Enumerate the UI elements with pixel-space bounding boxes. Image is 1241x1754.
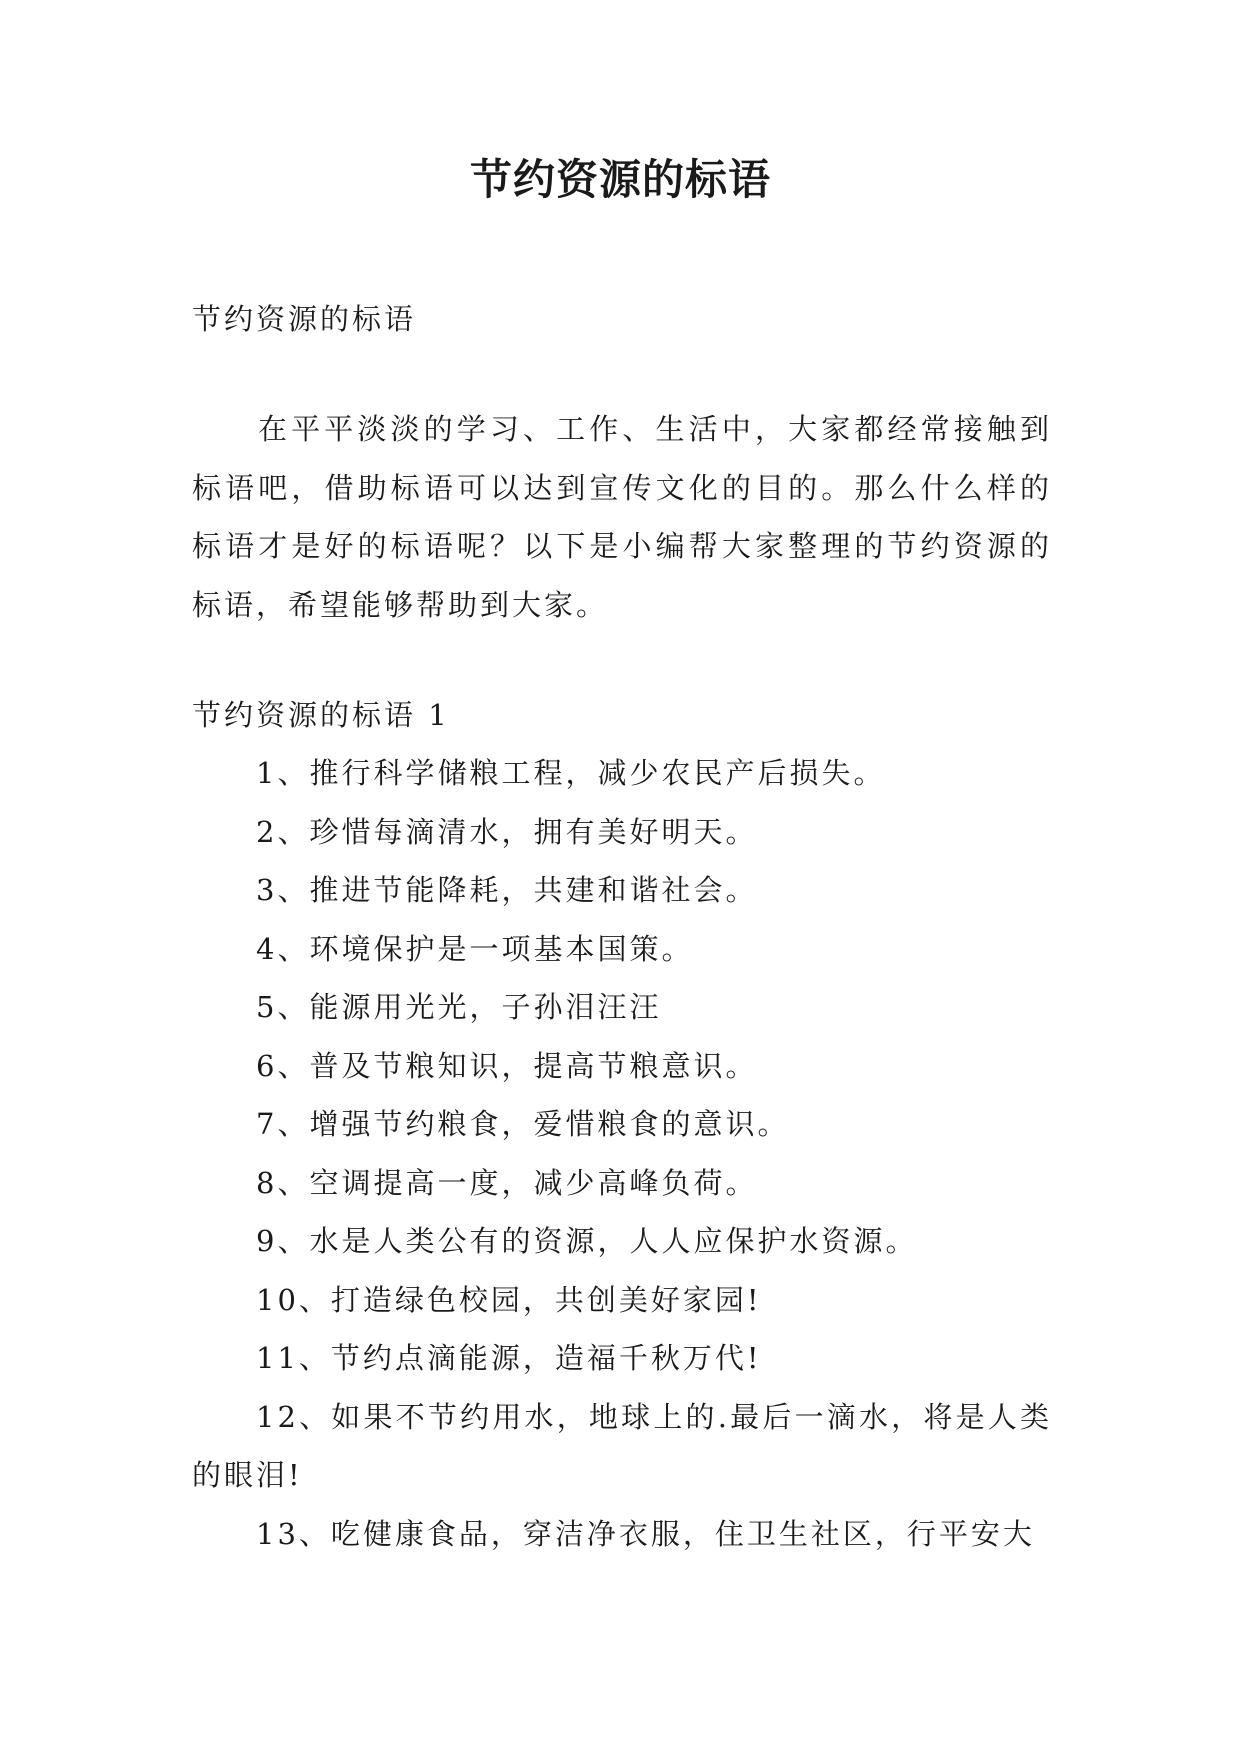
slogan-item: 12、如果不节约用水，地球上的.最后一滴水，将是人类的眼泪!	[192, 1399, 1052, 1492]
slogan-item: 9、水是人类公有的资源，人人应保护水资源。	[256, 1224, 918, 1258]
slogan-item: 7、增强节约粮食，爱惜粮食的意识。	[256, 1107, 790, 1141]
slogan-item: 5、能源用光光，子孙泪汪汪	[256, 990, 662, 1024]
intro-paragraph: 在平平淡淡的学习、工作、生活中，大家都经常接触到标语吧，借助标语可以达到宣传文化的目的。那么什么样的标语才是好的标语呢？以下是小编帮大家整理的节约资源的标语，希望能够帮助到大家。	[192, 412, 1052, 622]
document-body	[192, 290, 1052, 1563]
slogan-item: 11、节约点滴能源，造福千秋万代!	[256, 1341, 762, 1375]
slogan-item: 1、推行科学储粮工程，减少农民产后损失。	[256, 756, 886, 790]
slogan-item: 6、普及节粮知识，提高节粮意识。	[256, 1048, 758, 1083]
slogan-item: 8、空调提高一度，减少高峰负荷。	[256, 1165, 758, 1200]
slogan-item: 2、珍惜每滴清水，拥有美好明天。	[256, 814, 758, 849]
slogan-list	[192, 744, 1052, 1563]
document-subtitle: 节约资源的标语	[192, 302, 417, 336]
slogan-item: 3、推进节能降耗，共建和谐社会。	[256, 873, 758, 907]
section-heading: 节约资源的标语 1	[192, 698, 450, 732]
slogan-item: 10、打造绿色校园，共创美好家园!	[256, 1282, 762, 1317]
slogan-item: 4、环境保护是一项基本国策。	[256, 931, 694, 966]
document-title: 节约资源的标语	[469, 155, 771, 204]
slogan-item: 13、吃健康食品，穿洁净衣服，住卫生社区，行平安大	[256, 1516, 1035, 1551]
